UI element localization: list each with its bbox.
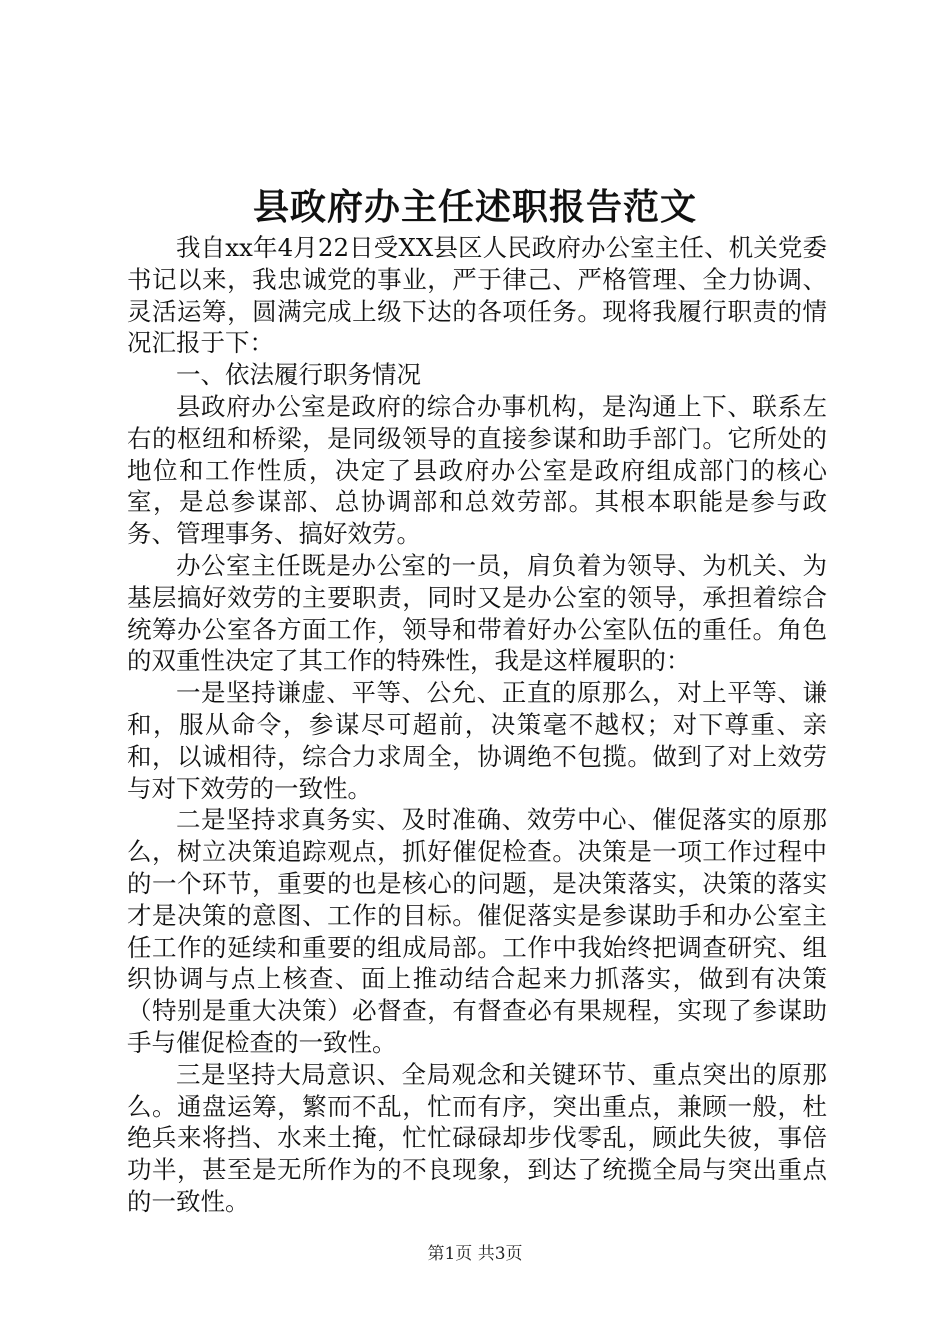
section-heading: 一、依法履行职务情况 xyxy=(176,360,421,390)
document-body xyxy=(127,232,827,1218)
document-title: 县政府办主任述职报告范文 xyxy=(252,186,697,228)
paragraph: 三是坚持大局意识、全局观念和关键环节、重点突出的原那么。通盘运筹，繁而不乱，忙而有序，突出重点，兼顾一般，杜绝兵来将挡、水来土掩，忙忙碌碌却步伐零乱，顾此失彼，事倍功半，甚至是无所作为的不良现象，到达了统揽全局与突出重点的一致性。 xyxy=(127,1059,827,1216)
paragraph: 县政府办公室是政府的综合办事机构，是沟通上下、联系左右的枢纽和桥梁，是同级领导的直接参谋和助手部门。它所处的地位和工作性质，决定了县政府办公室是政府组成部门的核心室，是总参谋部、总协调部和总效劳部。其根本职能是参与政务、管理事务、搞好效劳。 xyxy=(127,391,827,549)
paragraph: 办公室主任既是办公室的一员，肩负着为领导、为机关、为基层搞好效劳的主要职责，同时又是办公室的领导，承担着综合统筹办公室各方面工作，领导和带着好办公室队伍的重任。角色的双重性决定了其工作的特殊性，我是这样履职的： xyxy=(127,550,827,676)
page-number-footer: 第1页 共3页 xyxy=(427,1244,523,1264)
paragraph: 二是坚持求真务实、及时准确、效劳中心、催促落实的原那么，树立决策追踪观点，抓好催促检查。决策是一项工作过程中的一个环节，重要的也是核心的问题，是决策落实，决策的落实才是决策的意图、工作的目标。催促落实是参谋助手和办公室主任工作的延续和重要的组成局部。工作中我始终把调查研究、组织协调与点上核查、面上推动结合起来力抓落实，做到有决策（特别是重大决策）必督查，有督查必有果规程，实现了参谋助手与催促检查的一致性。 xyxy=(127,805,827,1057)
paragraph: 一是坚持谦虚、平等、公允、正直的原那么，对上平等、谦和，服从命令，参谋尽可超前，决策毫不越权；对下尊重、亲和，以诚相待，综合力求周全，协调绝不包揽。做到了对上效劳与对下效劳的一致性。 xyxy=(127,678,827,803)
paragraph-intro: 我自xx年4月22日受XX县区人民政府办公室主任、机关党委书记以来，我忠诚党的事业，严于律己、严格管理、全力协调、灵活运筹，圆满完成上级下达的各项任务。现将我履行职责的情况汇报于下： xyxy=(127,233,827,358)
